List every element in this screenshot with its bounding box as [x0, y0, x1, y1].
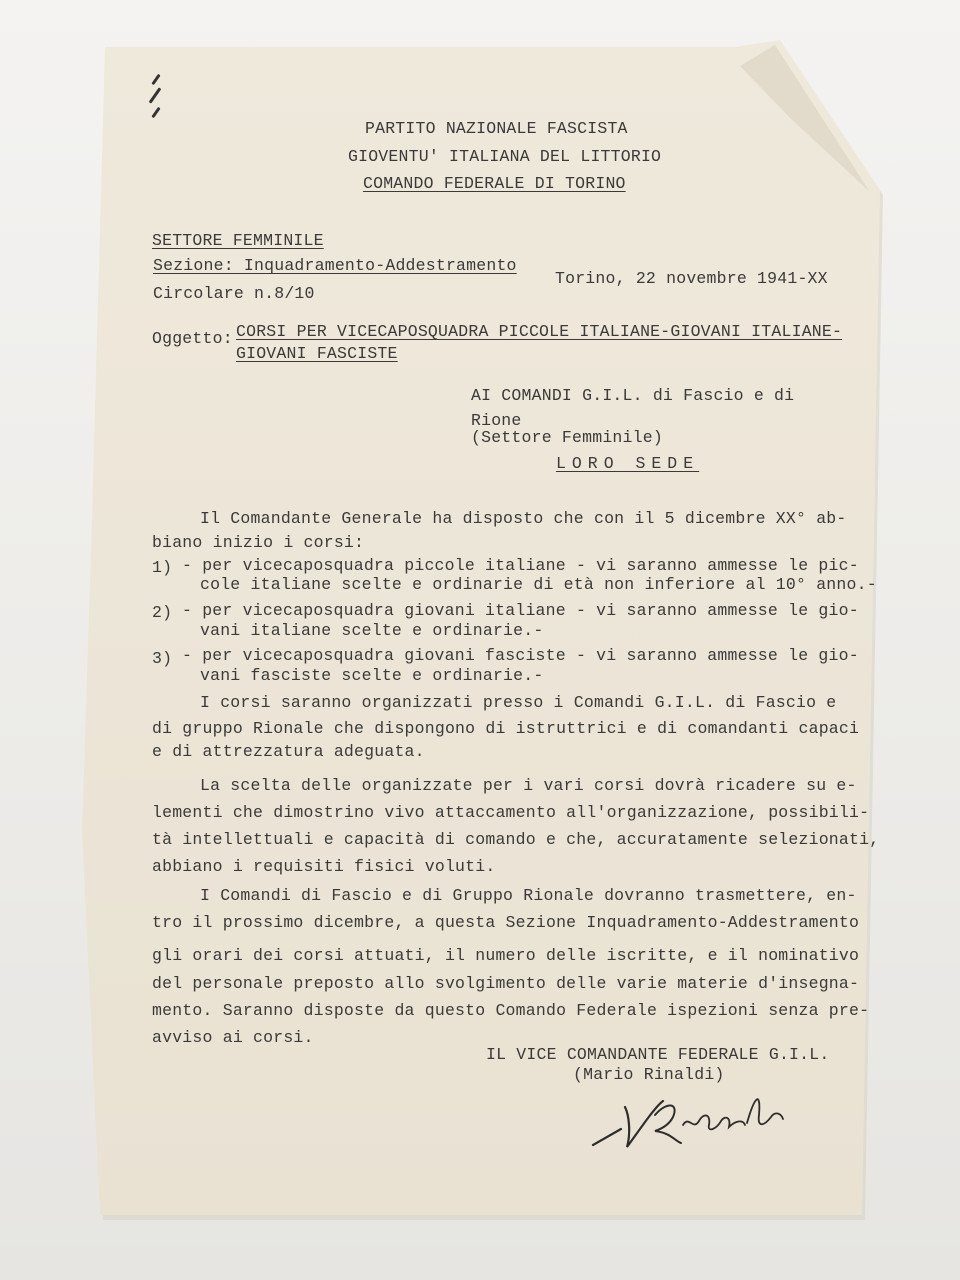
item-2-line-1: - per vicecaposquadra giovani italiane - vi saranno ammesse le gio-	[182, 601, 859, 620]
paragraph-4-line-5: mento. Saranno disposte da questo Comando Federale ispezioni senza pre-	[152, 1001, 870, 1020]
item-3-line-1: - per vicecaposquadra giovani fasciste - vi saranno ammesse le gio-	[182, 646, 859, 665]
pencil-mark	[151, 74, 160, 86]
paragraph-2-line-1: I corsi saranno organizzati presso i Comandi G.I.L. di Fascio e	[200, 693, 837, 712]
item-2-line-2: vani italiane scelte e ordinarie.-	[200, 621, 544, 640]
signature-name: (Mario Rinaldi)	[573, 1065, 725, 1084]
section-heading: Sezione: Inquadramento-Addestramento	[153, 256, 517, 275]
signature-title: IL VICE COMANDANTE FEDERALE G.I.L.	[486, 1045, 830, 1064]
item-2-number: 2)	[152, 603, 173, 622]
paragraph-4-line-1: I Comandi di Fascio e di Gruppo Rionale dovranno trasmettere, en-	[200, 886, 857, 905]
paragraph-4-line-4: del personale preposto allo svolgimento delle varie materie d'insegna-	[152, 974, 860, 993]
letterhead-line-2: GIOVENTU' ITALIANA DEL LITTORIO	[348, 147, 662, 166]
pencil-mark	[151, 107, 160, 119]
sector-heading: SETTORE FEMMINILE	[152, 231, 324, 250]
paragraph-3-line-4: abbiano i requisiti fisici voluti.	[152, 857, 496, 876]
place-date: Torino, 22 novembre 1941-XX	[555, 269, 828, 288]
subject-label: Oggetto:	[152, 329, 233, 348]
item-3-number: 3)	[152, 649, 173, 668]
paragraph-2-line-3: e di attrezzatura adeguata.	[152, 742, 425, 761]
letterhead-line-3: COMANDO FEDERALE DI TORINO	[363, 174, 626, 193]
recipient-line-2: Rione	[471, 411, 522, 430]
item-3-line-2: vani fasciste scelte e ordinarie.-	[200, 666, 544, 685]
subject-line-1: CORSI PER VICECAPOSQUADRA PICCOLE ITALIANE-GIOVANI ITALIANE-	[236, 322, 843, 341]
paragraph-4-line-6: avviso ai corsi.	[152, 1028, 314, 1047]
paragraph-3-line-2: lementi che dimostrino vivo attaccamento all'organizzazione, possibili-	[152, 803, 870, 822]
circular-number: Circolare n.8/10	[153, 284, 315, 303]
paragraph-2-line-2: di gruppo Rionale che dispongono di istruttrici e di comandanti capaci	[152, 719, 860, 738]
intro-line-2: biano inizio i corsi:	[152, 533, 365, 552]
subject-line-2: GIOVANI FASCISTE	[236, 344, 398, 363]
paragraph-4-line-3: gli orari dei corsi attuati, il numero delle iscritte, e il nominativo	[152, 946, 860, 965]
item-1-number: 1)	[152, 558, 173, 577]
recipient-line-1: AI COMANDI G.I.L. di Fascio e di	[471, 386, 795, 405]
letterhead-line-1: PARTITO NAZIONALE FASCISTA	[365, 119, 628, 138]
handwritten-signature	[585, 1085, 795, 1165]
paragraph-4-line-2: tro il prossimo dicembre, a questa Sezione Inquadramento-Addestramento	[152, 913, 860, 932]
pencil-mark	[149, 87, 162, 103]
item-1-line-1: - per vicecaposquadra piccole italiane - vi saranno ammesse le pic-	[182, 556, 859, 575]
intro-line-1: Il Comandante Generale ha disposto che con il 5 dicembre XX° ab-	[200, 509, 847, 528]
item-1-line-2: cole italiane scelte e ordinarie di età non inferiore al 10° anno.-	[200, 575, 877, 594]
paragraph-3-line-3: tà intellettuali e capacità di comando e che, accuratamente selezionati,	[152, 830, 880, 849]
recipient-line-3: (Settore Femminile)	[471, 428, 663, 447]
paragraph-3-line-1: La scelta delle organizzate per i vari corsi dovrà ricadere su e-	[200, 776, 857, 795]
recipient-line-4: LORO SEDE	[556, 454, 700, 473]
